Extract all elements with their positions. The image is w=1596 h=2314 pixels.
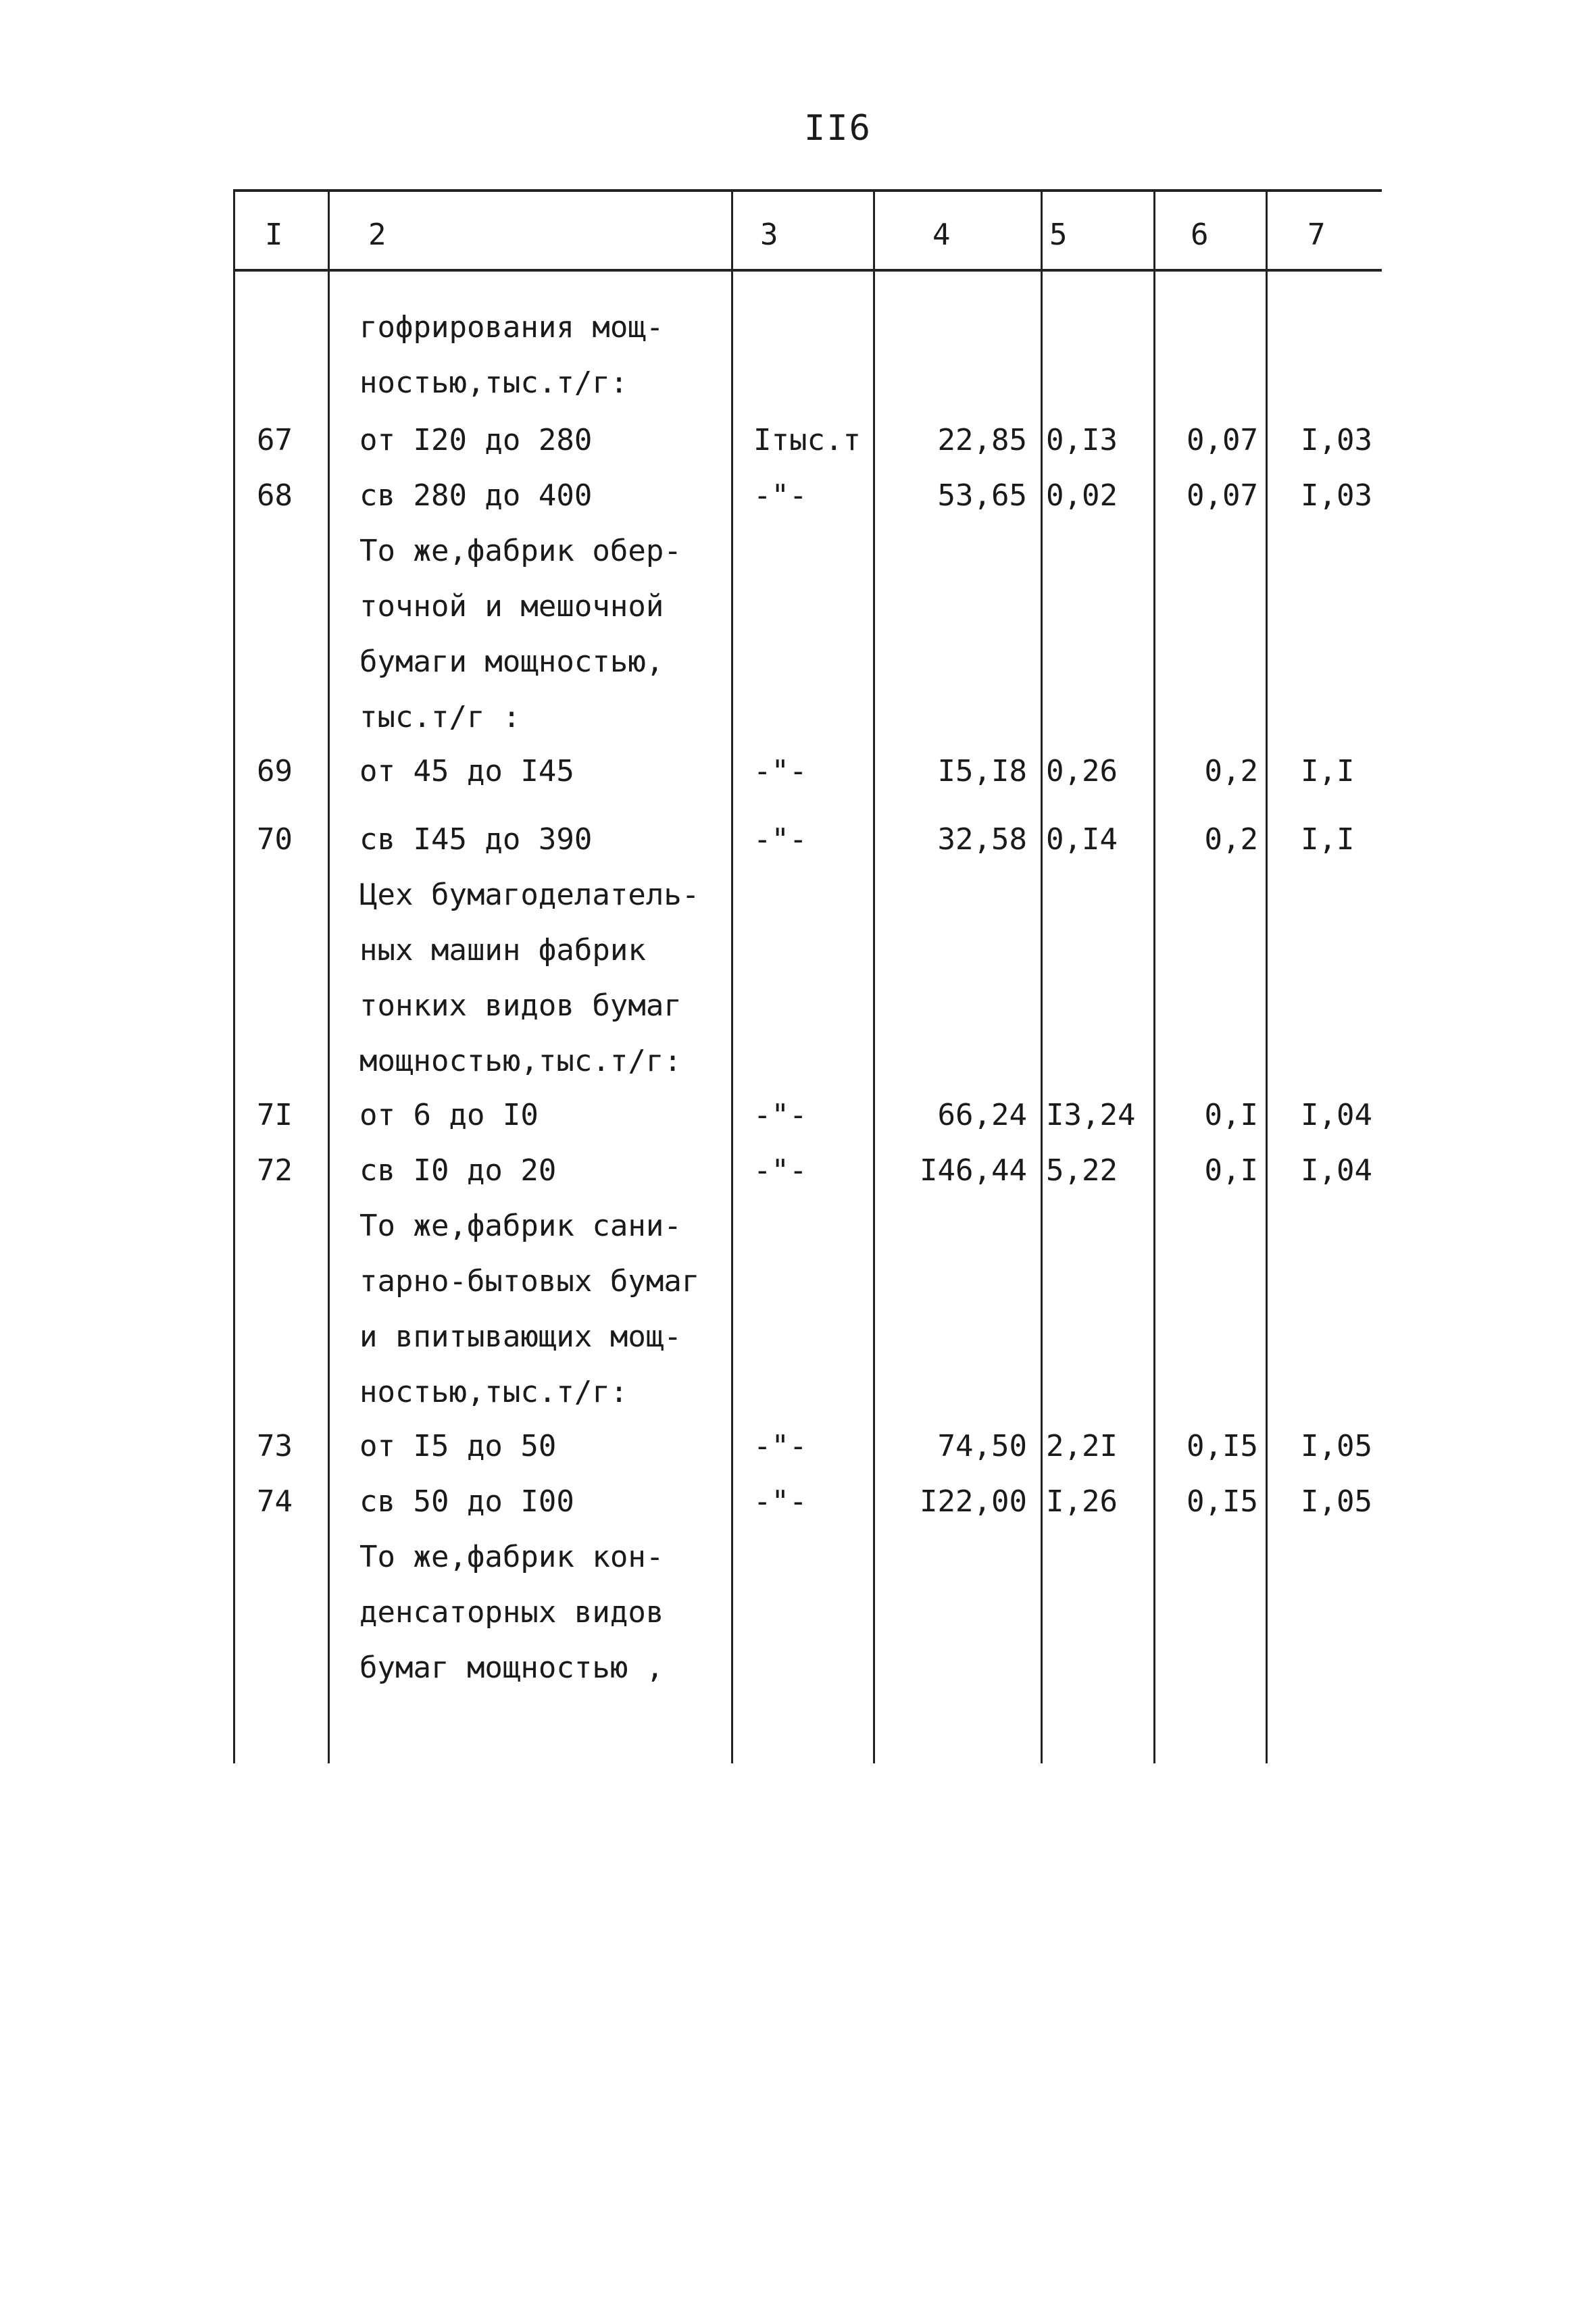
- column-divider-5: [1153, 189, 1155, 1763]
- row-description: тонких видов бумаг: [359, 988, 682, 1023]
- row-unit: -"-: [753, 1484, 807, 1519]
- header-bottom-border: [233, 269, 1382, 272]
- column-divider-6: [1266, 189, 1268, 1763]
- row-number: 69: [257, 754, 293, 788]
- row-description: от 6 до I0: [359, 1098, 539, 1132]
- header-col-2: 2: [368, 218, 386, 252]
- row-description: от I20 до 280: [359, 423, 593, 457]
- row-unit: -"-: [753, 1098, 807, 1132]
- row-description: тыс.т/г :: [359, 700, 521, 734]
- row-unit: -"-: [753, 478, 807, 513]
- header-col-4: 4: [932, 218, 951, 252]
- row-col5: 2,2I: [1046, 1429, 1118, 1463]
- row-number: 7I: [257, 1098, 293, 1132]
- row-col6: 0,I5: [1187, 1429, 1258, 1463]
- row-col7: I,03: [1301, 423, 1372, 457]
- row-description: ностью,тыс.т/г:: [359, 366, 628, 400]
- row-unit: -"-: [753, 754, 807, 788]
- header-col-6: 6: [1191, 218, 1209, 252]
- row-col7: I,04: [1301, 1098, 1372, 1132]
- row-col4: 66,24: [937, 1098, 1027, 1132]
- row-description: св 280 до 400: [359, 478, 593, 513]
- row-description: ных машин фабрик: [359, 933, 646, 967]
- column-divider-3: [873, 189, 875, 1763]
- row-col4: I46,44: [920, 1153, 1027, 1188]
- row-description: мощностью,тыс.т/г:: [359, 1044, 682, 1078]
- row-col5: 0,I3: [1046, 423, 1118, 457]
- row-unit: -"-: [753, 1153, 807, 1188]
- row-description: св I0 до 20: [359, 1153, 557, 1188]
- row-col6: 0,I: [1204, 1153, 1258, 1188]
- row-col6: 0,2: [1204, 754, 1258, 788]
- row-col6: 0,07: [1187, 478, 1258, 513]
- row-description: гофрирования мощ-: [359, 310, 664, 345]
- row-description: ностью,тыс.т/г:: [359, 1375, 628, 1409]
- row-col7: I,05: [1301, 1429, 1372, 1463]
- row-description: Цех бумагоделатель-: [359, 878, 700, 912]
- row-number: 72: [257, 1153, 293, 1188]
- row-description: тарно-бытовых бумаг: [359, 1264, 700, 1299]
- row-description: бумаги мощностью,: [359, 645, 664, 679]
- row-description: св I45 до 390: [359, 822, 593, 857]
- row-col5: 0,02: [1046, 478, 1118, 513]
- row-col4: 32,58: [937, 822, 1027, 857]
- row-col4: I5,I8: [937, 754, 1027, 788]
- row-number: 73: [257, 1429, 293, 1463]
- header-col-3: 3: [760, 218, 778, 252]
- row-number: 68: [257, 478, 293, 513]
- row-col6: 0,I5: [1187, 1484, 1258, 1519]
- row-col4: 22,85: [937, 423, 1027, 457]
- row-col4: 74,50: [937, 1429, 1027, 1463]
- column-divider-1: [328, 189, 330, 1763]
- row-col5: I,26: [1046, 1484, 1118, 1519]
- header-col-5: 5: [1049, 218, 1068, 252]
- row-description: от 45 до I45: [359, 754, 574, 788]
- row-unit: Iтыс.т: [753, 423, 861, 457]
- row-description: точной и мешочной: [359, 589, 664, 624]
- table-top-border: [233, 189, 1382, 192]
- row-col5: 0,I4: [1046, 822, 1118, 857]
- row-description: бумаг мощностью ,: [359, 1651, 664, 1685]
- row-description: То же,фабрик сани-: [359, 1209, 682, 1243]
- header-col-7: 7: [1307, 218, 1326, 252]
- header-col-1: I: [265, 218, 283, 252]
- row-number: 74: [257, 1484, 293, 1519]
- row-col7: I,I: [1301, 754, 1355, 788]
- row-number: 67: [257, 423, 293, 457]
- row-description: от I5 до 50: [359, 1429, 557, 1463]
- row-col6: 0,I: [1204, 1098, 1258, 1132]
- column-divider-4: [1041, 189, 1043, 1763]
- row-col5: I3,24: [1046, 1098, 1136, 1132]
- row-col6: 0,07: [1187, 423, 1258, 457]
- row-col4: I22,00: [920, 1484, 1027, 1519]
- row-col6: 0,2: [1204, 822, 1258, 857]
- row-col7: I,04: [1301, 1153, 1372, 1188]
- row-description: То же,фабрик кон-: [359, 1540, 664, 1574]
- row-number: 70: [257, 822, 293, 857]
- row-description: То же,фабрик обер-: [359, 534, 682, 568]
- row-description: денсаторных видов: [359, 1595, 664, 1630]
- row-unit: -"-: [753, 822, 807, 857]
- row-unit: -"-: [753, 1429, 807, 1463]
- row-col7: I,I: [1301, 822, 1355, 857]
- table-left-border: [233, 189, 235, 1763]
- row-description: и впитывающих мощ-: [359, 1319, 682, 1354]
- row-description: св 50 до I00: [359, 1484, 574, 1519]
- row-col7: I,05: [1301, 1484, 1372, 1519]
- row-col5: 0,26: [1046, 754, 1118, 788]
- column-divider-2: [731, 189, 733, 1763]
- page-number: II6: [804, 108, 872, 149]
- row-col4: 53,65: [937, 478, 1027, 513]
- row-col5: 5,22: [1046, 1153, 1118, 1188]
- row-col7: I,03: [1301, 478, 1372, 513]
